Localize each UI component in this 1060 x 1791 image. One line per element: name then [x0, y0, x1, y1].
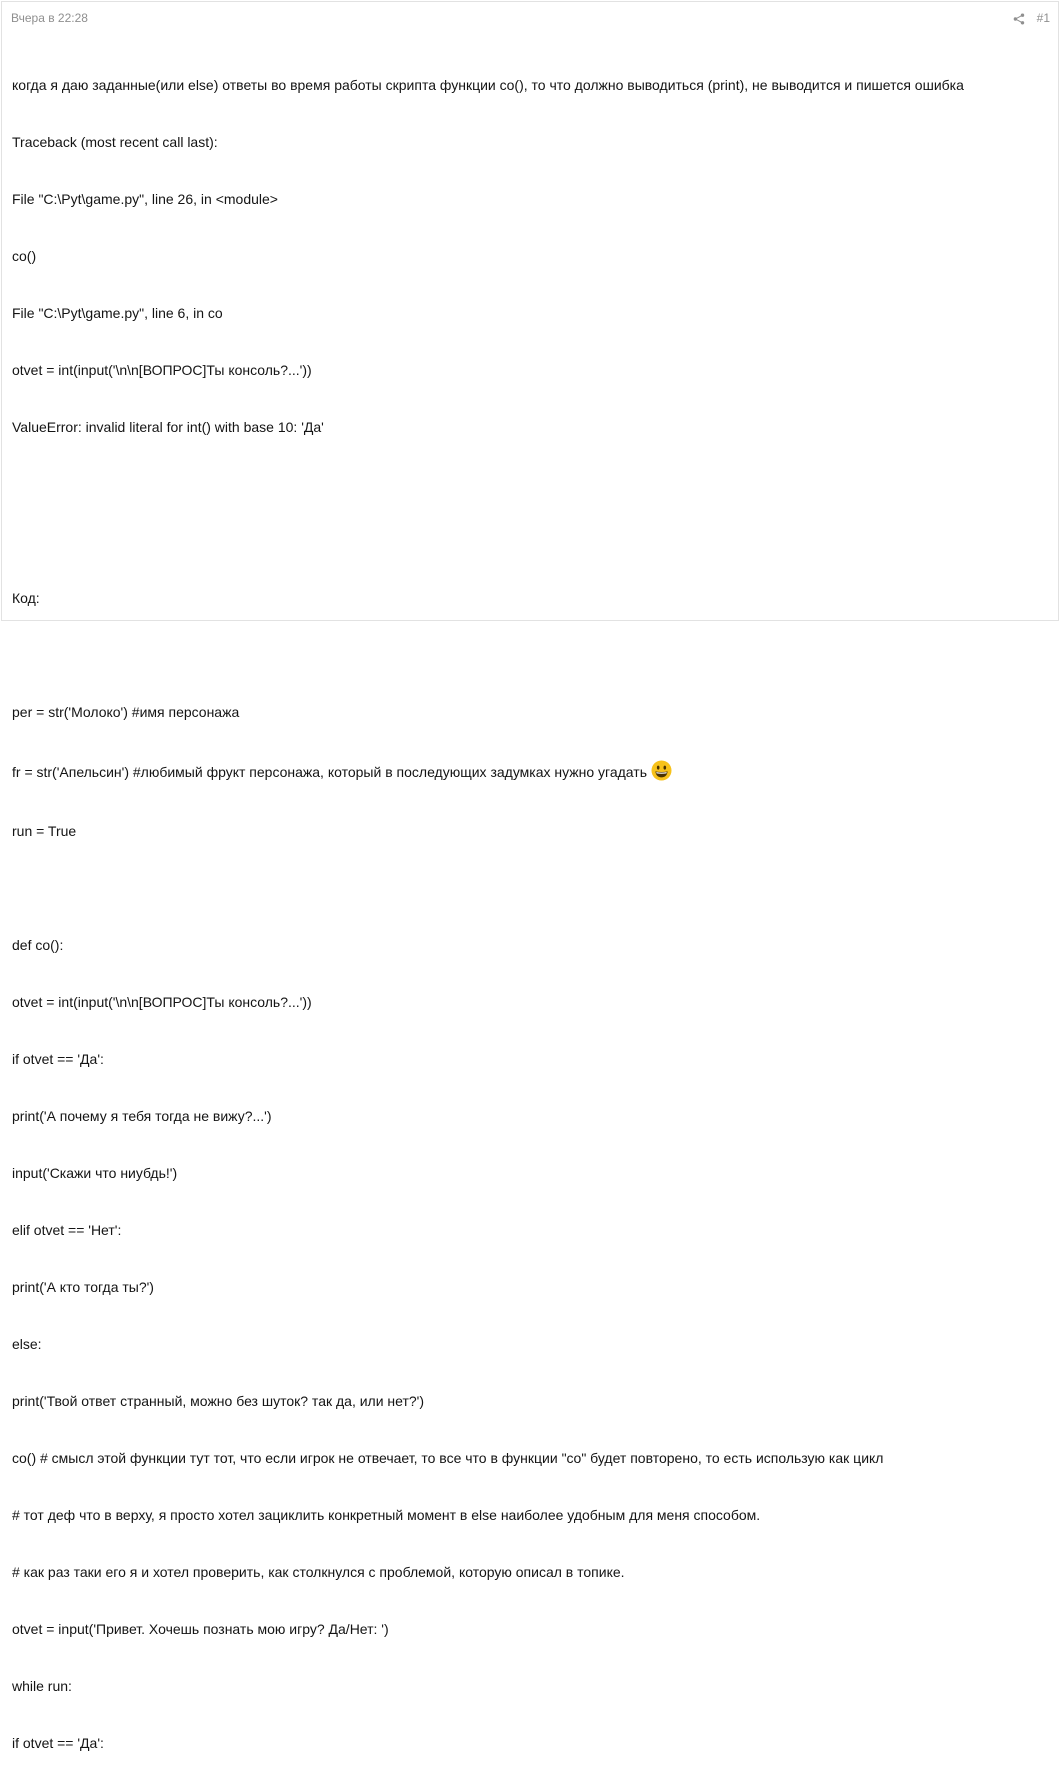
post-actions — [1013, 11, 1050, 25]
post-text: fr = str('Апельсин') #любимый фрукт персонажа, который в последующих задумках нужно угадать — [12, 764, 647, 780]
post-text-line: while run: — [12, 1678, 72, 1694]
post-text-line: Traceback (most recent call last): — [12, 134, 218, 150]
post-text-line: Код: — [12, 590, 40, 606]
blank-line — [12, 532, 1048, 551]
post-text-line: run = True — [12, 823, 77, 839]
post-text-line: otvet = int(input('\n\n[ВОПРОС]Ты консоль?...')) — [12, 362, 312, 378]
post-text-line: ValueError: invalid literal for int() with base 10: 'Да' — [12, 419, 324, 435]
post-text-line: otvet = input('Привет. Хочешь познать мою игру? Да/Нет: ') — [12, 1621, 389, 1637]
post-text-line: def co(): — [12, 937, 64, 953]
post-text-line: else: — [12, 1336, 42, 1352]
post-text-line: input('Скажи что ниубдь!') — [12, 1165, 178, 1181]
blank-line — [12, 475, 1048, 494]
post-text-line: File "C:\Pyt\game.py", line 26, in <module> — [12, 191, 278, 207]
post-text-line: elif otvet == 'Нет': — [12, 1222, 122, 1238]
post-text-line: co() # смысл этой функции тут тот, что если игрок не отвечает, то все что в функции "co" будет повторено, то есть использую как цикл — [12, 1450, 884, 1466]
post-text-line: if otvet == 'Да': — [12, 1735, 104, 1751]
post-text-line: print('Твой ответ странный, можно без шуток? так да, или нет?') — [12, 1393, 425, 1409]
post-text-line: когда я даю заданные(или else) ответы во время работы скрипта функции co(), то что должно выводиться (print), не выводится и пишется ошибка — [12, 77, 964, 93]
post-text-line: print('А почему я тебя тогда не вижу?...') — [12, 1108, 272, 1124]
share-icon[interactable] — [1013, 12, 1025, 24]
post-text-line: # как раз таки его я и хотел проверить, как столкнулся с проблемой, которую описал в топике. — [12, 1564, 625, 1580]
post-text-line: File "C:\Pyt\game.py", line 6, in co — [12, 305, 223, 321]
post-text-line: print('А кто тогда ты?') — [12, 1279, 154, 1295]
post-text-line: # тот деф что в верху, я просто хотел зациклить конкретный момент в else наиболее удобным для меня способом. — [12, 1507, 761, 1523]
post-date-link[interactable]: Вчера в 22:28 — [11, 11, 88, 25]
forum-post — [1, 1, 1059, 1751]
post-header — [2, 2, 1058, 36]
post-number-link[interactable]: #1 — [1036, 11, 1050, 25]
grinning-face-emoji-icon — [651, 760, 672, 781]
post-text-line: co() — [12, 248, 37, 264]
blank-line — [12, 879, 1048, 898]
blank-line — [12, 646, 1048, 665]
post-text-line: otvet = int(input('\n\n[ВОПРОС]Ты консоль?...')) — [12, 994, 312, 1010]
post-body — [12, 38, 1048, 1791]
post-text-line-with-emoji — [12, 760, 1048, 784]
post-text-line: if otvet == 'Да': — [12, 1051, 104, 1067]
post-text-line: per = str('Молоко') #имя персонажа — [12, 704, 240, 720]
